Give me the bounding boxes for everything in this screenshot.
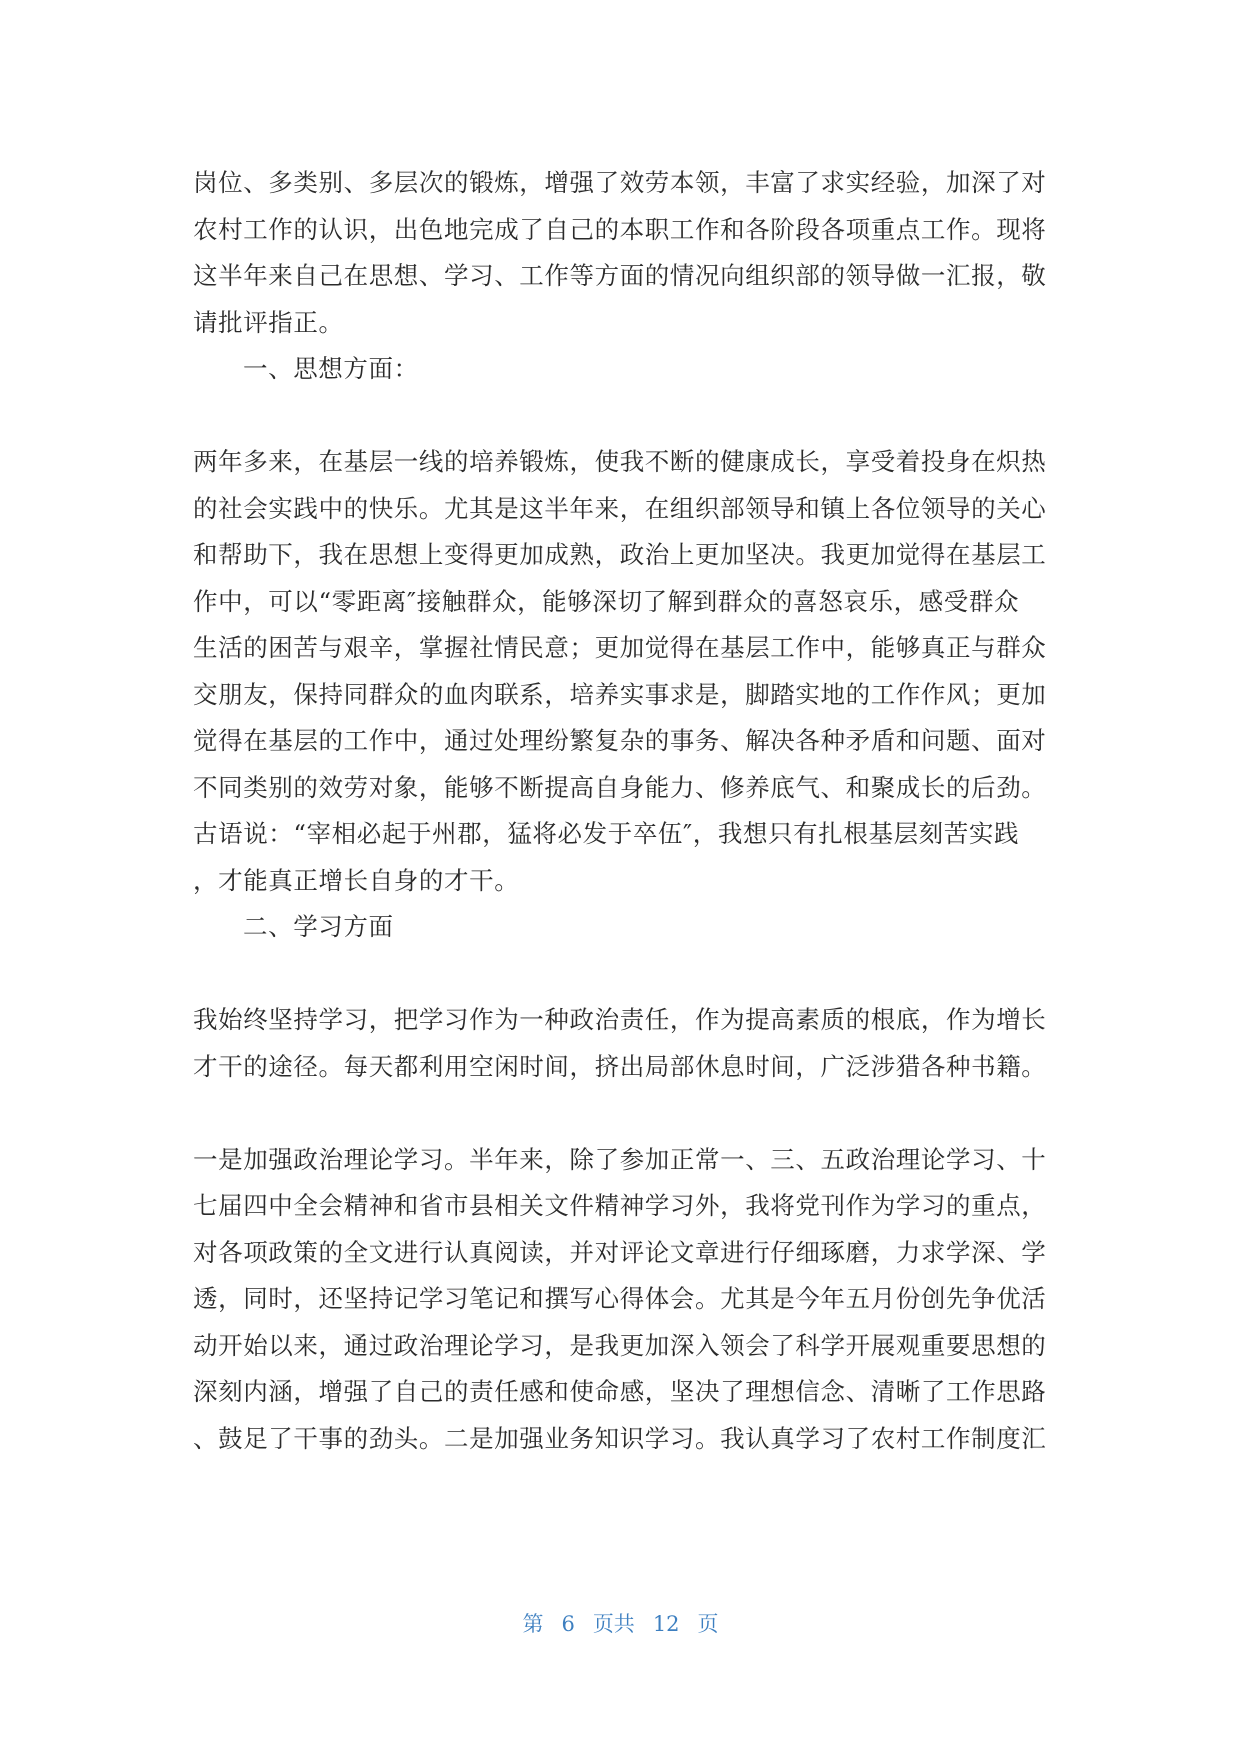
text-line: 这半年来自己在思想、学习、工作等方面的情况向组织部的领导做一汇报，敬 [193,261,1047,290]
paragraph-spacer [193,393,1055,440]
text-line: 不同类别的效劳对象，能够不断提高自身能力、修养底气、和聚成长的后劲。 [193,772,1047,802]
footer-of-label: 页共 [592,1612,635,1636]
text-line: 我始终坚持学习，把学习作为一种政治责任，作为提高素质的根底，作为增长 [193,1005,1047,1034]
text-line: 生活的困苦与艰辛，掌握社情民意；更加觉得在基层工作中，能够真正与群众 [193,633,1047,662]
text-line: 请批评指正。 [193,307,344,337]
paragraph-spacer [193,951,1055,998]
text-line: 七届四中全会精神和省市县相关文件精神学习外，我将党刊作为学习的重点， [193,1191,1047,1220]
paragraph-spacer [193,1090,1055,1137]
text-line: 、鼓足了干事的劲头。二是加强业务知识学习。我认真学习了农村工作制度汇 [193,1423,1047,1453]
text-line: 农村工作的认识，出色地完成了自己的本职工作和各阶段各项重点工作。现将 [193,214,1047,244]
text-line: 觉得在基层的工作中，通过处理纷繁复杂的事务、解决各种矛盾和问题、面对 [193,726,1047,755]
text-line: 作中，可以“零距离″接触群众，能够深切了解到群众的喜怒哀乐，感受群众 [193,586,1020,616]
text-line: ，才能真正增长自身的才干。 [193,865,520,895]
text-line: 才干的途径。每天都利用空闲时间，挤出局部休息时间，广泛涉猎各种书籍。 [193,1051,1047,1081]
text-line: 动开始以来，通过政治理论学习，是我更加深入领会了科学开展观重要思想的 [193,1330,1047,1360]
footer-page-label: 第 [522,1612,544,1636]
footer-end-label: 页 [697,1612,719,1636]
text-line: 古语说：“宰相必起于州郡，猛将必发于卒伍″，我想只有扎根基层刻苦实践 [193,819,1020,848]
text-line: 透，同时，还坚持记学习笔记和撰写心得体会。尤其是今年五月份创先争优活 [193,1284,1047,1313]
text-line: 对各项政策的全文进行认真阅读，并对评论文章进行仔细琢磨，力求学深、学 [193,1237,1047,1267]
total-pages-number: 12 [652,1612,680,1636]
text-line: 交朋友，保持同群众的血肉联系，培养实事求是，脚踏实地的工作作风；更加 [193,679,1047,709]
section-heading-study: 二、学习方面 [243,912,394,941]
text-line: 两年多来，在基层一线的培养锻炼，使我不断的健康成长，享受着投身在炽热 [193,447,1047,476]
text-line: 的社会实践中的快乐。尤其是这半年来，在组织部领导和镇上各位领导的关心 [193,493,1047,523]
section-heading-thought: 一、思想方面： [243,354,419,383]
text-line: 岗位、多类别、多层次的锻炼，增强了效劳本领，丰富了求实经验，加深了对 [193,168,1047,197]
text-line: 一是加强政治理论学习。半年来，除了参加正常一、三、五政治理论学习、十 [193,1144,1047,1174]
document-body [193,160,1055,1462]
current-page-number: 6 [561,1612,575,1636]
text-line: 和帮助下，我在思想上变得更加成熟，政治上更加坚决。我更加觉得在基层工 [193,540,1047,569]
page-footer [0,1608,1241,1638]
text-line: 深刻内涵，增强了自己的责任感和使命感，坚决了理想信念、清晰了工作思路 [193,1377,1047,1406]
